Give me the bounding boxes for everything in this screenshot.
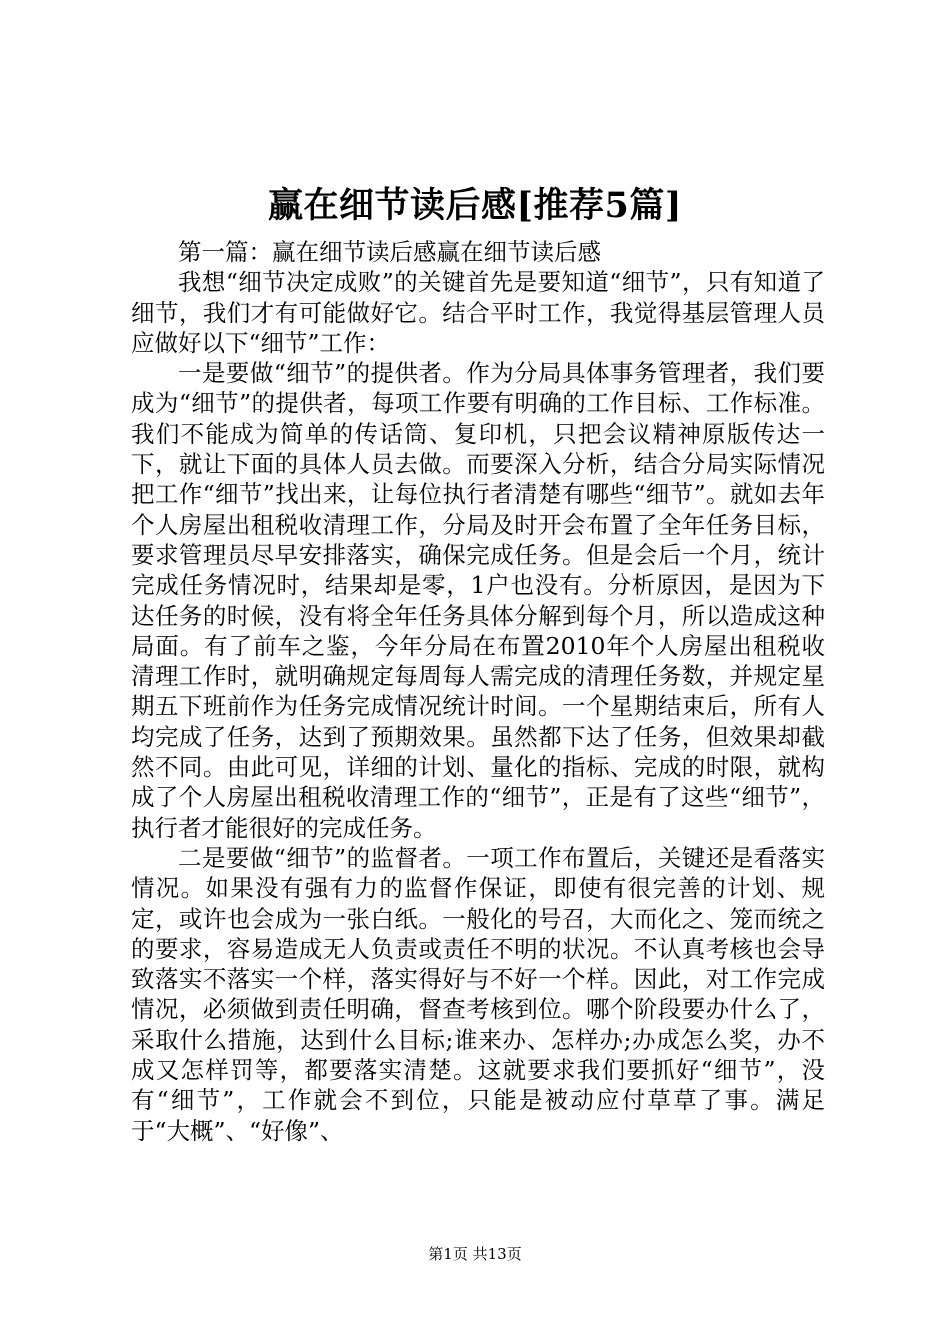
document-body [131, 237, 825, 1146]
body-paragraph: 一是要做“细节”的提供者。作为分局具体事务管理者，我们要成为“细节”的提供者，每项工作要有明确的工作目标、工作标准。我们不能成为简单的传话筒、复印机，只把会议精神原版传达一下，就让下面的具体人员去做。而要深入分析，结合分局实际情况把工作“细节”找出来，让每位执行者清楚有哪些“细节”。就如去年个人房屋出租税收清理工作，分局及时开会布置了全年任务目标，要求管理员尽早安排落实，确保完成任务。但是会后一个月，统计完成任务情况时，结果却是零，1户也没有。分析原因，是因为下达任务的时候，没有将全年任务具体分解到每个月，所以造成这种局面。有了前车之鉴，今年分局在布置2010年个人房屋出租税收清理工作时，就明确规定每周每人需完成的清理任务数，并规定星期五下班前作为任务完成情况统计时间。一个星期结束后，所有人均完成了任务，达到了预期效果。虽然都下达了任务，但效果却截然不同。由此可见，详细的计划、量化的指标、完成的时限，就构成了个人房屋出租税收清理工作的“细节”，正是有了这些“细节”，执行者才能很好的完成任务。 [131, 359, 825, 842]
section-heading: 第一篇：赢在细节读后感赢在细节读后感 [178, 238, 601, 266]
page-number-footer: 第1页 共13页 [428, 1245, 522, 1263]
body-paragraph: 我想“细节决定成败”的关键首先是要知道“细节”，只有知道了细节，我们才有可能做好它。结合平时工作，我觉得基层管理人员应做好以下“细节”工作： [131, 268, 825, 357]
page-title: 赢在细节读后感[推荐5篇] [268, 185, 682, 226]
body-paragraph: 二是要做“细节”的监督者。一项工作布置后，关键还是看落实情况。如果没有强有力的监督作保证，即使有很完善的计划、规定，或许也会成为一张白纸。一般化的号召，大而化之、笼而统之的要求，容易造成无人负责或责任不明的状况。不认真考核也会导致落实不落实一个样，落实得好与不好一个样。因此，对工作完成情况，必须做到责任明确，督查考核到位。哪个阶段要办什么了，采取什么措施，达到什么目标;谁来办、怎样办;办成怎么奖，办不成又怎样罚等，都要落实清楚。这就要求我们要抓好“细节”，没有“细节”，工作就会不到位，只能是被动应付草草了事。满足于“大概”、“好像”、 [131, 843, 825, 1145]
